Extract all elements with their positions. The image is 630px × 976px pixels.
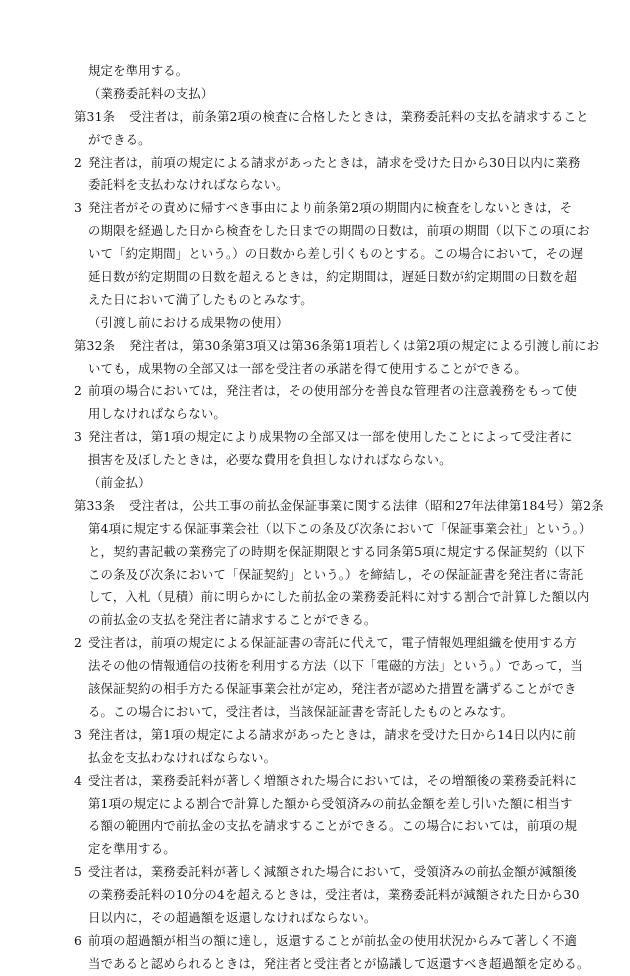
paragraph-number: 2 (74, 154, 83, 170)
continuation-text: 委託料を支払わなければならない。 (88, 177, 289, 193)
section-heading (0, 312, 630, 335)
continuation-text: ができる。 (88, 131, 151, 147)
continuation-line (0, 449, 630, 472)
continuation-line (0, 220, 630, 243)
continuation-text: 用しなければならない。 (88, 406, 226, 422)
paragraph-text: 受注者は，前項の規定による保証証書の寄託に代えて，電子情報処理組織を使用する方 (88, 635, 577, 651)
continuation-text: 定を準用する。 (88, 841, 176, 857)
paragraph-text: 発注者がその責めに帰すべき事由により前条第2項の期間内に検査をしないときは，そ (88, 200, 573, 216)
continuation-text: 規定を準用する。 (88, 63, 189, 78)
continuation-text: の期限を経過した日から検査をした日までの期間の日数は，前項の期間（以下この項にお (88, 223, 590, 239)
document-page (0, 60, 630, 976)
continuation-text: えた日において満了したものとみなす。 (88, 291, 313, 307)
continuation-line (0, 838, 630, 861)
continuation-line (0, 518, 630, 541)
continuation-line (0, 907, 630, 930)
article-text: 発注者は，第30条第3項又は第36条第1項若しくは第2項の規定による引渡し前にお (129, 337, 600, 353)
continuation-line (0, 793, 630, 816)
continuation-line (0, 266, 630, 289)
continuation-line (0, 541, 630, 564)
continuation-line (0, 129, 630, 152)
continuation-text: いて「約定期間」という。）の日数から差し引くものとする。この場合において，その遅 (88, 246, 584, 262)
paragraph-text: 前項の場合においては，発注者は，その使用部分を善良な管理者の注意義務をもって使 (88, 383, 578, 399)
paragraph-line (0, 930, 630, 953)
article-line (0, 106, 630, 129)
continuation-text: 払金を支払わなければならない。 (88, 749, 277, 765)
paragraph-number: 2 (74, 383, 83, 399)
continuation-text: 該保証契約の相手方たる保証事業会社が定め，発注者が認めた措置を講ずることができ (88, 681, 577, 697)
paragraph-text: 発注者は，前項の規定による請求があったときは，請求を受けた日から30日以内に業務 (88, 154, 581, 170)
continuation-text: 当であると認められるときは，発注者と受注者とが協議して返還すべき超過額を定める。 (88, 955, 590, 971)
continuation-line (0, 953, 630, 976)
paragraph-line (0, 380, 630, 403)
continuation-line (0, 747, 630, 770)
section-heading (0, 83, 630, 106)
continuation-line (0, 243, 630, 266)
continuation-line (0, 403, 630, 426)
paragraph-line (0, 770, 630, 793)
continuation-text: いても，成果物の全部又は一部を受注者の承諾を得て使用することができる。 (88, 360, 527, 376)
paragraph-text: 受注者は，業務委託料が著しく増額された場合においては，その増額後の業務委託料に (88, 772, 578, 788)
section-heading-text: （業務委託料の支払） (88, 85, 214, 101)
paragraph-number: 6 (74, 932, 83, 948)
continuation-text: 延日数が約定期間の日数を超えるときは，約定期間は，遅延日数が約定期間の日数を超 (88, 269, 578, 285)
paragraph-line (0, 724, 630, 747)
continuation-text: 法その他の情報通信の技術を利用する方法（以下「電磁的方法」という。）であって，当 (88, 658, 584, 674)
article-line (0, 335, 630, 358)
article-text: 受注者は，前条第2項の検査に合格したときは，業務委託料の支払を請求すること (129, 108, 589, 124)
section-heading (0, 472, 630, 495)
paragraph-line (0, 152, 630, 175)
paragraph-number: 5 (74, 864, 83, 880)
paragraph-text: 前項の超過額が相当の額に達し，返還することが前払金の使用状況からみて著しく不適 (88, 932, 578, 948)
continuation-line (0, 586, 630, 609)
paragraph-line (0, 197, 630, 220)
section-heading-text: （引渡し前における成果物の使用） (88, 314, 289, 330)
continuation-text: 第1項の規定による割合で計算した額から受領済みの前払金額を差し引いた額に相当す (88, 795, 573, 811)
continuation-line (0, 815, 630, 838)
paragraph-text: 発注者は，第1項の規定による請求があったときは，請求を受けた日から14日以内に前 (88, 726, 576, 742)
article-number: 第32条 (74, 337, 116, 353)
paragraph-number: 3 (74, 429, 83, 445)
continuation-text: この条及び次条において「保証契約」という。）を締結し，その保証証書を発注者に寄託 (88, 566, 584, 582)
article-text: 受注者は，公共工事の前払金保証事業に関する法律（昭和27年法律第184号）第2条 (129, 497, 604, 513)
paragraph-number: 4 (74, 772, 83, 788)
continuation-line (0, 289, 630, 312)
article-number: 第31条 (74, 108, 116, 124)
continuation-text: る。この場合において，受注者は，当該保証証書を寄託したものとみなす。 (88, 703, 514, 719)
continuation-text: の業務委託料の10分の4を超えるときは，受注者は，業務委託料が減額された日から30 (88, 887, 580, 903)
continuation-line (0, 358, 630, 381)
continuation-line (0, 174, 630, 197)
continuation-text: 損害を及ぼしたときは，必要な費用を負担しなければならない。 (88, 452, 452, 468)
paragraph-line (0, 426, 630, 449)
article-number: 第33条 (74, 497, 116, 513)
continuation-line (0, 60, 630, 83)
continuation-text: 日以内に，その超過額を返還しなければならない。 (88, 909, 377, 925)
continuation-text: る額の範囲内で前払金の支払を請求することができる。この場合においては，前項の規 (88, 818, 578, 834)
paragraph-line (0, 632, 630, 655)
paragraph-number: 3 (74, 726, 83, 742)
continuation-text: して，入札（見積）前に明らかにした前払金の業務委託料に対する割合で計算した額以内 (88, 589, 590, 605)
paragraph-number: 2 (74, 635, 83, 651)
paragraph-text: 発注者は，第1項の規定により成果物の全部又は一部を使用したことによって受注者に (88, 429, 573, 445)
article-line (0, 495, 630, 518)
continuation-line (0, 655, 630, 678)
continuation-line (0, 678, 630, 701)
continuation-text: と，契約書記載の業務完了の時期を保証期限とする同条第5項に規定する保証契約（以下 (88, 543, 586, 559)
paragraph-number: 3 (74, 200, 83, 216)
continuation-line (0, 884, 630, 907)
paragraph-text: 受注者は，業務委託料が著しく減額された場合において，受領済みの前払金額が減額後 (88, 864, 577, 880)
paragraph-line (0, 861, 630, 884)
continuation-line (0, 609, 630, 632)
continuation-line (0, 564, 630, 587)
continuation-line (0, 701, 630, 724)
section-heading-text: （前金払） (88, 475, 151, 491)
continuation-text: の前払金の支払を発注者に請求することができる。 (88, 612, 377, 628)
continuation-text: 第4項に規定する保証事業会社（以下この条及び次条において「保証事業会社」という。） (88, 520, 592, 536)
